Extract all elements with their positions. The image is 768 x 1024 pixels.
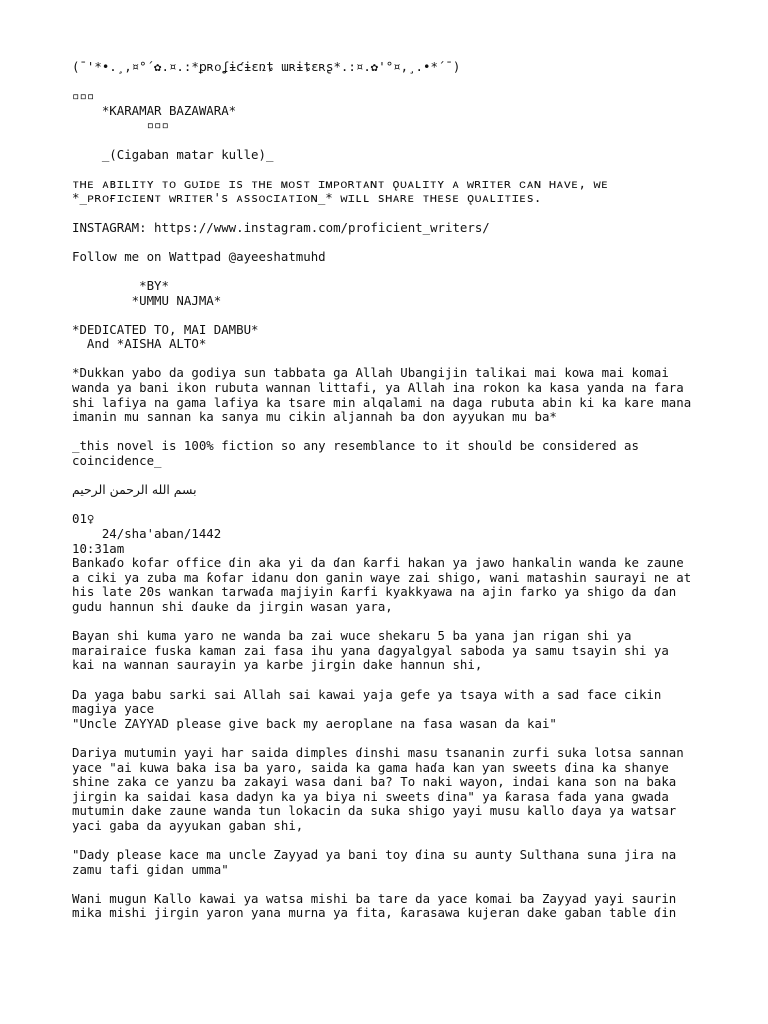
chapter-time: 10:31am	[72, 540, 125, 556]
paragraph-line: his late 20s wankan tarwaɗa majiyin ƙarfi kyakkyawa na ajin farko ya shigo da ɗan	[72, 584, 677, 600]
chapter-number: 01♀	[72, 511, 95, 527]
decorative-marks: ▫▫▫	[72, 88, 95, 104]
paragraph-line: mutumin dake zaune wanda tun lokacin da suka shigo yayi musu kallo ɗaya ya watsar	[72, 803, 677, 819]
paragraph-line: marairaice fuska kaman zai fasa ihu yana ɗagyalgyal saboda ya samu tsayin shi ya	[72, 642, 669, 658]
spacer	[72, 498, 712, 513]
paragraph-line: "Dady please kace ma uncle Zayyad ya bani toy ɗina su aunty Sulthana suna jira na	[72, 847, 677, 863]
chapter-date: 24/sha'aban/1442	[72, 526, 222, 541]
paragraph-line: magiya yace	[72, 701, 155, 717]
paragraph-line: _this novel is 100% fiction so any resemblance to it should be considered as	[72, 438, 639, 454]
paragraph-line: Bayan shi kuma yaro ne wanda ba zai wuce shekaru 5 ba yana jan rigan shi ya	[72, 628, 632, 644]
paragraph-line: kai na wannan saurayin ya karbe jirgin dake hannun shi,	[72, 657, 483, 673]
spacer	[72, 877, 712, 892]
dedication-line: And *AISHA ALTO*	[72, 336, 207, 352]
story-paragraph	[72, 688, 712, 732]
paragraph-line: Da yaga babu sarki sai Allah sai kawai yaja gefe ya tsaya with a sad face cikin	[72, 686, 662, 702]
paragraph-line: yaci gaba da ayyukan gaban shi,	[72, 817, 304, 833]
paragraph-line: gudu hannun shi ɗauke da jirgin wasan yara,	[72, 598, 393, 614]
author-by: *BY*	[72, 277, 169, 293]
instagram-link: INSTAGRAM: https://www.instagram.com/proficient_writers/	[72, 219, 490, 235]
paragraph-line: coincidence_	[72, 453, 162, 469]
document-page	[72, 60, 712, 921]
story-paragraph	[72, 629, 712, 673]
paragraph-line: mika mishi jirgin yaron yana murna ya fita, ƙarasawa kujeran dake gaban table ɗin	[72, 905, 677, 921]
paragraph-line: shi lafiya na gama lafiya ka tsare min alqalami na daga rubuta abin ki ka kare mana	[72, 394, 692, 410]
spacer	[72, 206, 712, 221]
spacer	[72, 352, 712, 367]
spacer	[72, 615, 712, 630]
paragraph-line: Wani mugun Kallo kawai ya watsa mishi ba tare da yace komai ba Zayyad yayi saurin	[72, 890, 677, 906]
story-subtitle: _(Cigaban matar kulle)_	[72, 146, 274, 162]
prayer-paragraph	[72, 366, 712, 424]
paragraph-line: zamu tafi gidan umma"	[72, 861, 229, 877]
paragraph-line: a ciki ya zuba ma ƙofar idanu don ganin waye zai shigo, wani matashin saurayi ne at	[72, 569, 692, 585]
spacer	[72, 673, 712, 688]
spacer	[72, 75, 712, 90]
paragraph-line: jirgin ka saidai kasa dadyn ka ya biya ni sweets ɗina" ya ƙarasa fada yana gwada	[72, 788, 669, 804]
spacer	[72, 469, 712, 484]
wattpad-line: Follow me on Wattpad @ayeeshatmuhd	[72, 248, 326, 264]
spacer	[72, 308, 712, 323]
spacer	[72, 133, 712, 148]
decorative-marks: ▫▫▫	[72, 117, 169, 133]
story-title: *KARAMAR BAZAWARA*	[72, 102, 237, 118]
disclaimer-paragraph	[72, 439, 712, 468]
spacer	[72, 731, 712, 746]
story-paragraph	[72, 848, 712, 877]
spacer	[72, 425, 712, 440]
header-banner: (¯'*•.¸,¤°´✿.¤.:*ꝑʀᴏʆɨƈɨɛռȶ աʀɨȶɛʀʂ*.:¤.✿'°¤,¸.•*´¯)	[72, 59, 461, 74]
paragraph-line: yace "ai kuwa baka isa ba yaro, saida ka gama haɗa kan ƴan sweets ɗina ka shanye	[72, 759, 669, 775]
dedication-line: *DEDICATED TO, MAI DAMBU*	[72, 321, 259, 337]
paragraph-line: "Uncle ZAYYAD please give back my aeroplane na fasa wasan da kai"	[72, 715, 557, 731]
paragraph-line: Dariya mutumin yayi har saida dimples ɗinshi masu tsananin zurfi suka lotsa sannan	[72, 744, 684, 760]
author-name: *UMMU NAJMA*	[72, 292, 222, 308]
basmala: بسم الله الرحمن الرحيم	[72, 482, 197, 498]
paragraph-line: *Dukkan yabo da godiya sun tabbata ga Allah Ubangijin talikai mai kowa mai komai	[72, 365, 669, 381]
spacer	[72, 162, 712, 177]
spacer	[72, 833, 712, 848]
paragraph-line: wanda ya bani ikon rubuta wannan littafi, ya Allah ina rokon ka kasa yanda na fara	[72, 380, 684, 396]
paragraph-line: shine zaka ce yanzu ba zakayi wasa dani ba? To naki wayon, indai kana son na baka	[72, 774, 677, 790]
intro-line: *_ᴘʀᴏғɪᴄɪᴇɴᴛ ᴡʀɪᴛᴇʀ's ᴀssᴏᴄɪᴀᴛɪᴏɴ_* ᴡɪʟʟ sʜᴀʀᴇ ᴛʜᴇsᴇ ǫᴜᴀʟɪᴛɪᴇs.	[72, 190, 542, 206]
story-paragraph	[72, 892, 712, 921]
story-paragraph	[72, 746, 712, 834]
paragraph-line: Bankaɗo kofar office ɗin aka yi da ɗan ƙarfi hakan ya jawo hankalin wanda ke zaune	[72, 555, 684, 571]
paragraph-line: imanin mu sannan ka sanya mu cikin aljannah ba don ayyukan mu ba*	[72, 409, 557, 425]
spacer	[72, 264, 712, 279]
intro-line: ᴛʜᴇ ᴀʙɪʟɪᴛʏ ᴛᴏ ɢᴜɪᴅᴇ ɪs ᴛʜᴇ ᴍᴏsᴛ ɪᴍᴘᴏʀᴛᴀɴᴛ ǫᴜᴀʟɪᴛʏ ᴀ ᴡʀɪᴛᴇʀ ᴄᴀɴ ʜᴀᴠᴇ, ᴡᴇ	[72, 175, 609, 191]
story-paragraph	[72, 556, 712, 614]
spacer	[72, 235, 712, 250]
